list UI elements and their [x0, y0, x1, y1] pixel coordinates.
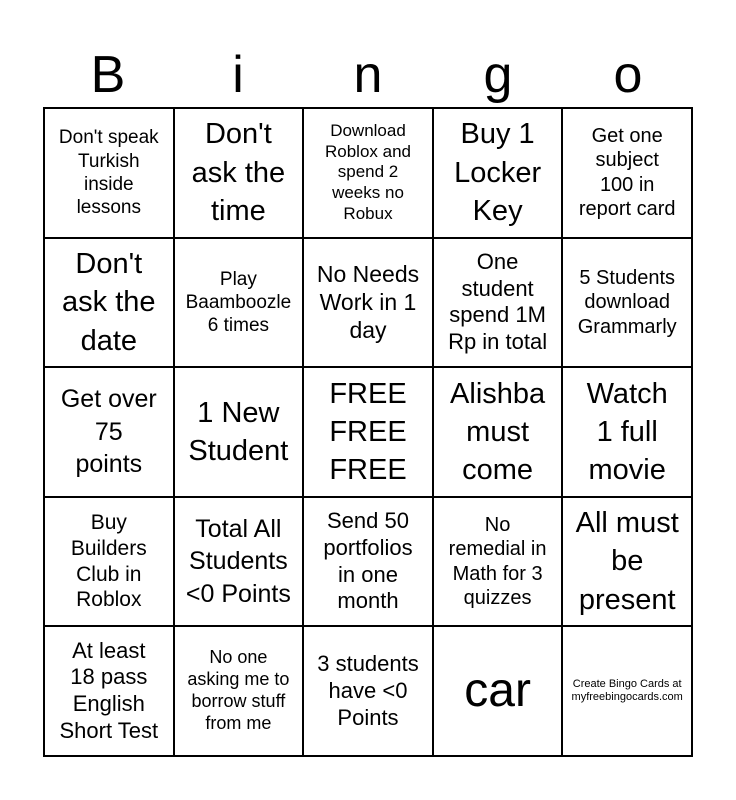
- bingo-cell[interactable]: No one asking me to borrow stuff from me: [174, 626, 304, 756]
- bingo-cell[interactable]: No Needs Work in 1 day: [303, 238, 433, 368]
- title-letter-o: o: [613, 46, 643, 104]
- title-letter-g: g: [483, 46, 513, 104]
- title-letter-i: i: [232, 46, 244, 104]
- bingo-cell[interactable]: Download Roblox and spend 2 weeks no Robux: [303, 108, 433, 238]
- bingo-cell[interactable]: Play Baamboozle 6 times: [174, 238, 304, 368]
- title-letter-n: n: [353, 46, 383, 104]
- bingo-cell[interactable]: One student spend 1M Rp in total: [433, 238, 563, 368]
- bingo-cell[interactable]: Get one subject 100 in report card: [562, 108, 692, 238]
- bingo-cell[interactable]: Total All Students <0 Points: [174, 497, 304, 627]
- bingo-cell[interactable]: No remedial in Math for 3 quizzes: [433, 497, 563, 627]
- title-letter-b: B: [90, 46, 126, 104]
- bingo-cell[interactable]: Don't ask the time: [174, 108, 304, 238]
- credit-cell: Create Bingo Cards at myfreebingocards.com: [562, 626, 692, 756]
- bingo-cell[interactable]: Buy 1 Locker Key: [433, 108, 563, 238]
- bingo-cell[interactable]: Send 50 portfolios in one month: [303, 497, 433, 627]
- bingo-cell[interactable]: All must be present: [562, 497, 692, 627]
- bingo-cell[interactable]: At least 18 pass English Short Test: [44, 626, 174, 756]
- bingo-cell[interactable]: Buy Builders Club in Roblox: [44, 497, 174, 627]
- bingo-cell[interactable]: Don't speak Turkish inside lessons: [44, 108, 174, 238]
- bingo-cell[interactable]: 1 New Student: [174, 367, 304, 497]
- bingo-cell[interactable]: 3 students have <0 Points: [303, 626, 433, 756]
- bingo-cell[interactable]: 5 Students download Grammarly: [562, 238, 692, 368]
- bingo-cell[interactable]: Watch 1 full movie: [562, 367, 692, 497]
- bingo-cell[interactable]: Alishba must come: [433, 367, 563, 497]
- free-cell[interactable]: FREE FREE FREE: [303, 367, 433, 497]
- bingo-title: [43, 44, 693, 106]
- bingo-cell[interactable]: Don't ask the date: [44, 238, 174, 368]
- bingo-cell[interactable]: Get over 75 points: [44, 367, 174, 497]
- bingo-cell[interactable]: car: [433, 626, 563, 756]
- bingo-grid: [43, 107, 693, 757]
